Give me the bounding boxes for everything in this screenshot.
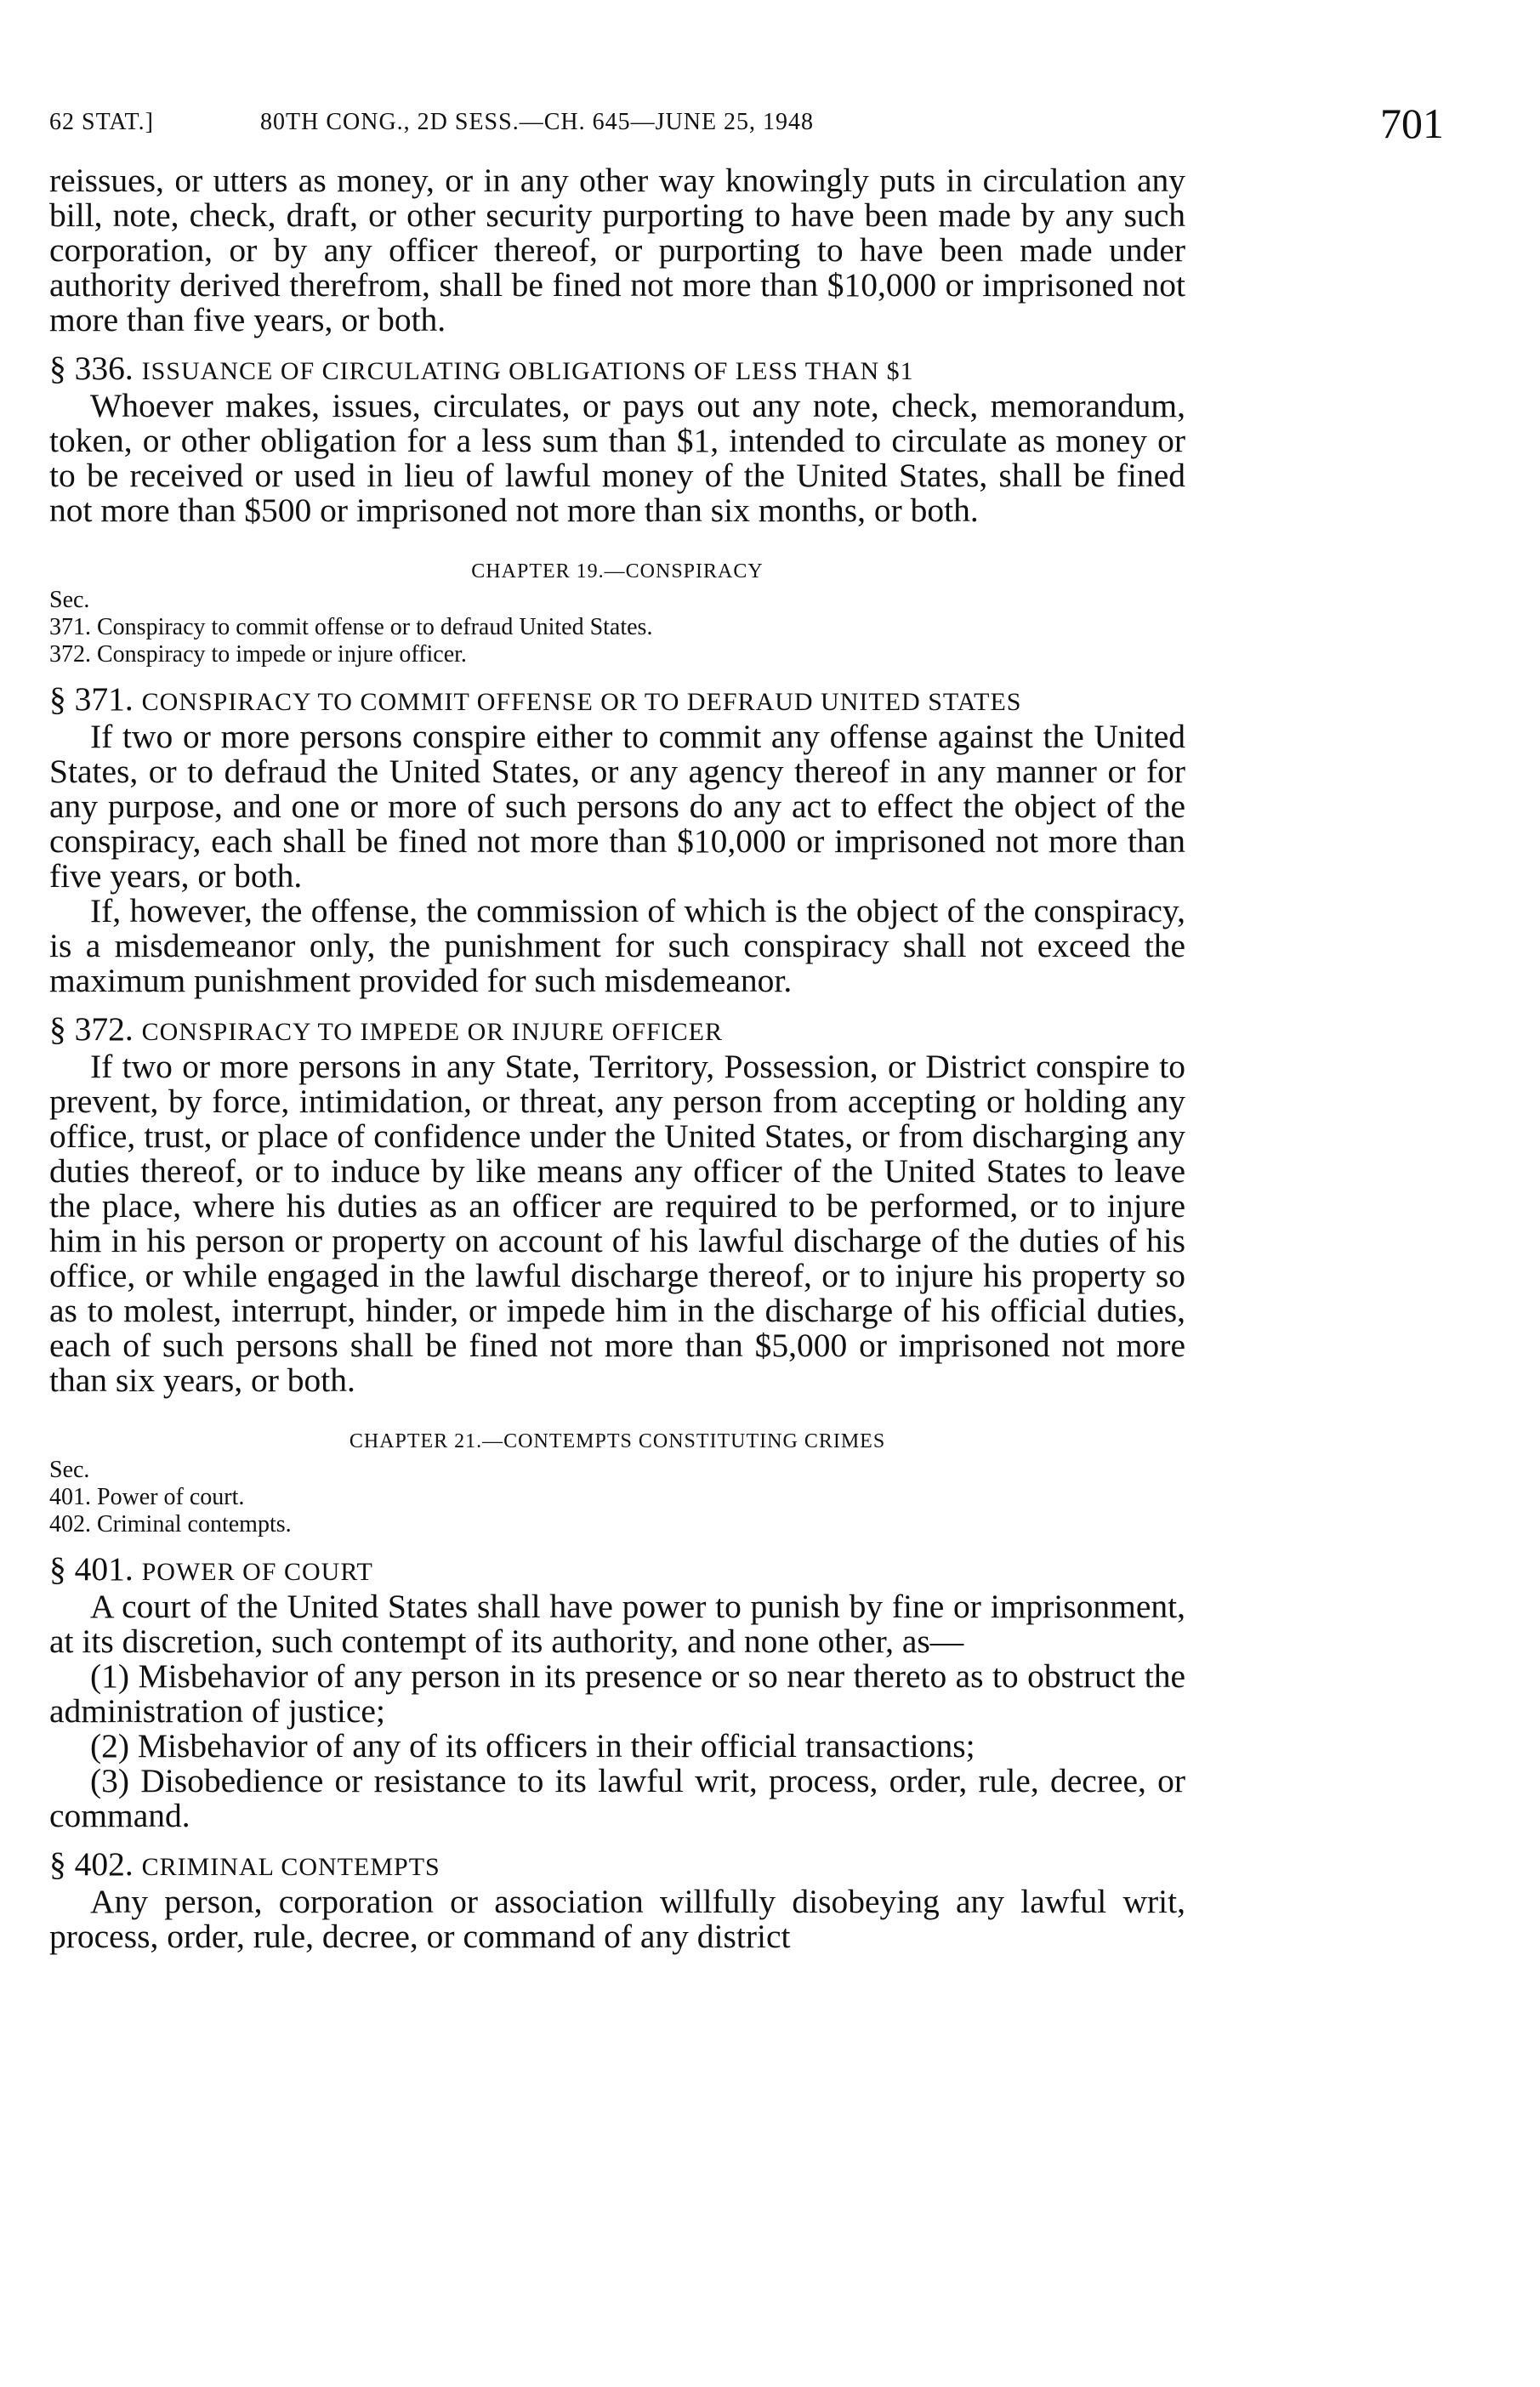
section-336-title: ISSUANCE OF CIRCULATING OBLIGATIONS OF LESS THAN $1 xyxy=(141,357,914,385)
section-401-item-3: (3) Disobedience or resistance to its lawful writ, process, order, rule, decree, or command. xyxy=(49,1762,1185,1834)
toc-item-372: 372. Conspiracy to impede or injure officer. xyxy=(49,641,467,668)
section-372-title: CONSPIRACY TO IMPEDE OR INJURE OFFICER xyxy=(141,1018,724,1046)
section-371-paragraph-2: If, however, the offense, the commission of which is the object of the conspiracy, is a misdemeanor only, the punishment for such conspiracy shall not exceed the maximum punishment provided for such misdemeanor. xyxy=(49,892,1185,999)
chapter-21-contents xyxy=(49,1457,1185,1538)
page-number: 701 xyxy=(1380,99,1444,147)
section-401-text: A court of the United States shall have power to punish by fine or imprisonment, at its discretion, such contempt of its authority, and none other, as— xyxy=(49,1588,1185,1660)
toc-item-402: 402. Criminal contempts. xyxy=(49,1511,292,1537)
statute-volume-label: 62 STAT.] xyxy=(49,109,154,135)
toc-item-401: 401. Power of court. xyxy=(49,1484,245,1510)
sec-label: Sec. xyxy=(49,1457,90,1483)
running-header xyxy=(49,99,1444,155)
section-402-number: § 402. xyxy=(49,1845,134,1883)
section-336-text: Whoever makes, issues, circulates, or pays out any note, check, memorandum, token, or other obligation for a less sum than $1, intended to circulate as money or to be received or used in lieu of lawful money of the United States, shall be fined not more than $500 or imprisoned not more than six months, or both. xyxy=(49,387,1185,529)
toc-item-371: 371. Conspiracy to commit offense or to defraud United States. xyxy=(49,614,653,640)
sec-label: Sec. xyxy=(49,587,90,613)
chapter-19-contents xyxy=(49,587,1185,668)
section-401-number: § 401. xyxy=(49,1550,134,1588)
section-371-number: § 371. xyxy=(49,680,134,718)
section-401-heading xyxy=(49,1552,1185,1589)
section-371-heading xyxy=(49,682,1185,719)
section-336-heading xyxy=(49,351,1185,389)
chapter-21-heading: CHAPTER 21.—CONTEMPTS CONSTITUTING CRIMES xyxy=(349,1430,886,1452)
section-401-title: POWER OF COURT xyxy=(141,1558,373,1586)
section-372-text: If two or more persons in any State, Territory, Possession, or District conspire to prevent, by force, intimidation, or threat, any person from accepting or holding any office, trust, or place of confidence under the United States, or from discharging any duties thereof, or to induce by like means any officer of the United States to leave the place, where his duties as an officer are required to be performed, or to injure him in his person or property on account of his lawful discharge of the duties of his office, or while engaged in the lawful discharge thereof, or to injure his property so as to molest, interrupt, hinder, or impede him in the discharge of his official duties, each of such persons shall be fined not more than $5,000 or imprisoned not more than six years, or both. xyxy=(49,1048,1185,1399)
section-372-heading xyxy=(49,1012,1185,1049)
page-body xyxy=(49,163,1185,1954)
section-401-item-2: (2) Misbehavior of any of its officers in their official transactions; xyxy=(90,1727,975,1765)
session-chapter-date: 80TH CONG., 2D SESS.—CH. 645—JUNE 25, 1948 xyxy=(260,109,815,135)
section-402-text: Any person, corporation or association willfully disobeying any lawful writ, process, order, rule, decree, or command of any district xyxy=(49,1883,1185,1955)
section-401-item-1: (1) Misbehavior of any person in its presence or so near thereto as to obstruct the administration of justice; xyxy=(49,1657,1185,1730)
section-371-paragraph-1: If two or more persons conspire either to commit any offense against the United States, or to defraud the United States, or any agency thereof in any manner or for any purpose, and one or more of such persons do any act to effect the object of the conspiracy, each shall be fined not more than $10,000 or imprisoned not more than five years, or both. xyxy=(49,718,1185,895)
section-336-number: § 336. xyxy=(49,350,134,387)
section-372-number: § 372. xyxy=(49,1010,134,1048)
section-402-heading xyxy=(49,1847,1185,1884)
section-402-title: CRIMINAL CONTEMPTS xyxy=(141,1853,440,1881)
section-371-title: CONSPIRACY TO COMMIT OFFENSE OR TO DEFRAUD UNITED STATES xyxy=(141,688,1022,716)
chapter-19-heading: CHAPTER 19.—CONSPIRACY xyxy=(471,560,764,583)
continuation-paragraph: reissues, or utters as money, or in any other way knowingly puts in circulation any bill, note, check, draft, or other security purporting to have been made by any such corporation, or by any officer thereof, or purporting to have been made under authority derived therefrom, shall be fined not more than $10,000 or imprisoned not more than five years, or both. xyxy=(49,162,1185,338)
